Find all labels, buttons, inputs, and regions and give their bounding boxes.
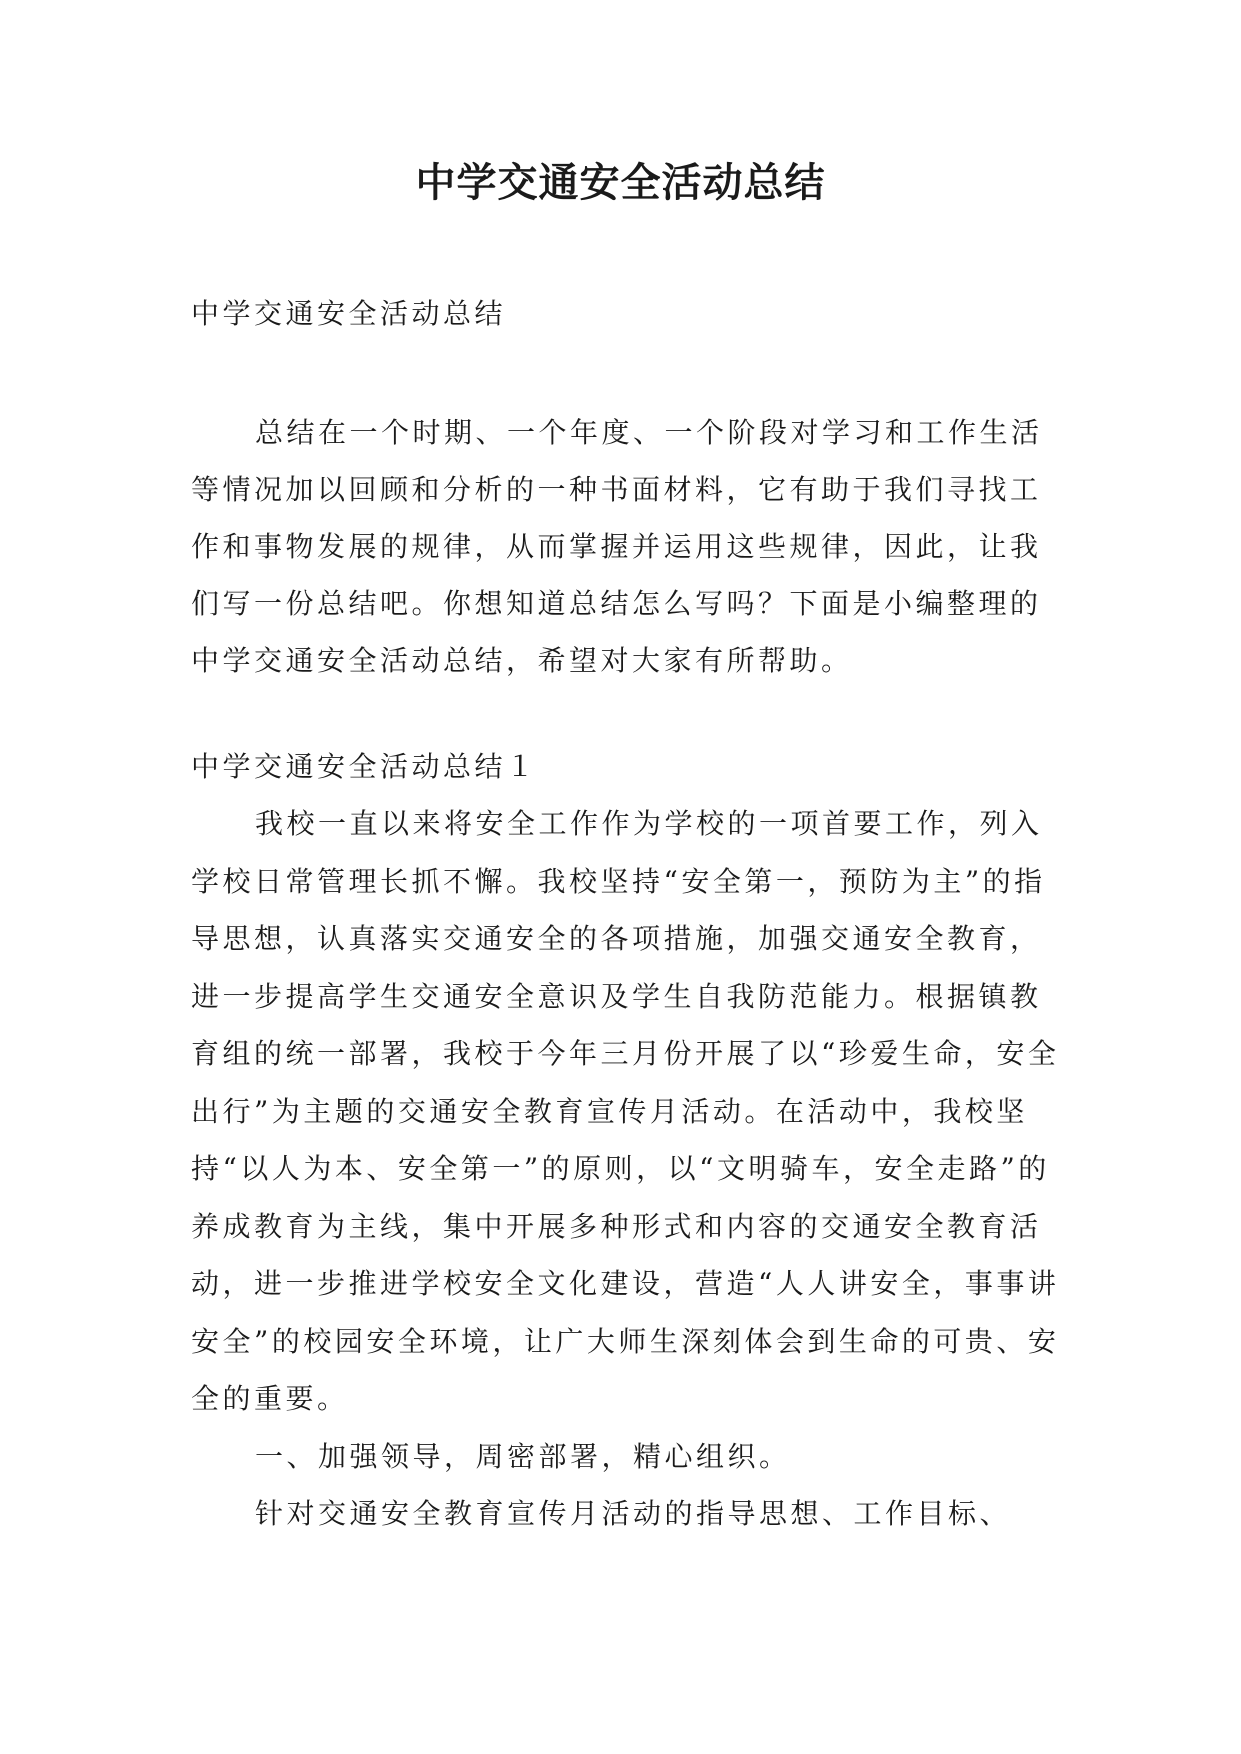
- intro-paragraph: 总结在一个时期、一个年度、一个阶段对学习和工作生活等情况加以回顾和分析的一种书面材料，它有助于我们寻找工作和事物发展的规律，从而掌握并运用这些规律，因此，让我们写一份总结吧。你想知道总结怎么写吗？下面是小编整理的中学交通安全活动总结，希望对大家有所帮助。: [191, 416, 1043, 677]
- document-subtitle: 中学交通安全活动总结: [191, 297, 507, 330]
- document-title: 中学交通安全活动总结: [415, 160, 826, 206]
- section-heading: 中学交通安全活动总结１: [191, 750, 538, 783]
- body-paragraph: 一、加强领导，周密部署，精心组织。: [255, 1439, 791, 1473]
- section-body: [191, 795, 1071, 1543]
- body-paragraph: 我校一直以来将安全工作作为学校的一项首要工作，列入学校日常管理长抓不懈。我校坚持“安全第一，预防为主”的指导思想，认真落实交通安全的各项措施，加强交通安全教育，进一步提高学生交通安全意识及学生自我防范能力。根据镇教育组的统一部署，我校于今年三月份开展了以“珍爱生命，安全出行”为主题的交通安全教育宣传月活动。在活动中，我校坚持“以人为本、安全第一”的原则，以“文明骑车，安全走路”的养成教育为主线，集中开展多种形式和内容的交通安全教育活动，进一步推进学校安全文化建设，营造“人人讲安全，事事讲安全”的校园安全环境，让广大师生深刻体会到生命的可贵、安全的重要。: [191, 807, 1060, 1415]
- body-paragraph: 针对交通安全教育宣传月活动的指导思想、工作目标、: [255, 1497, 1012, 1530]
